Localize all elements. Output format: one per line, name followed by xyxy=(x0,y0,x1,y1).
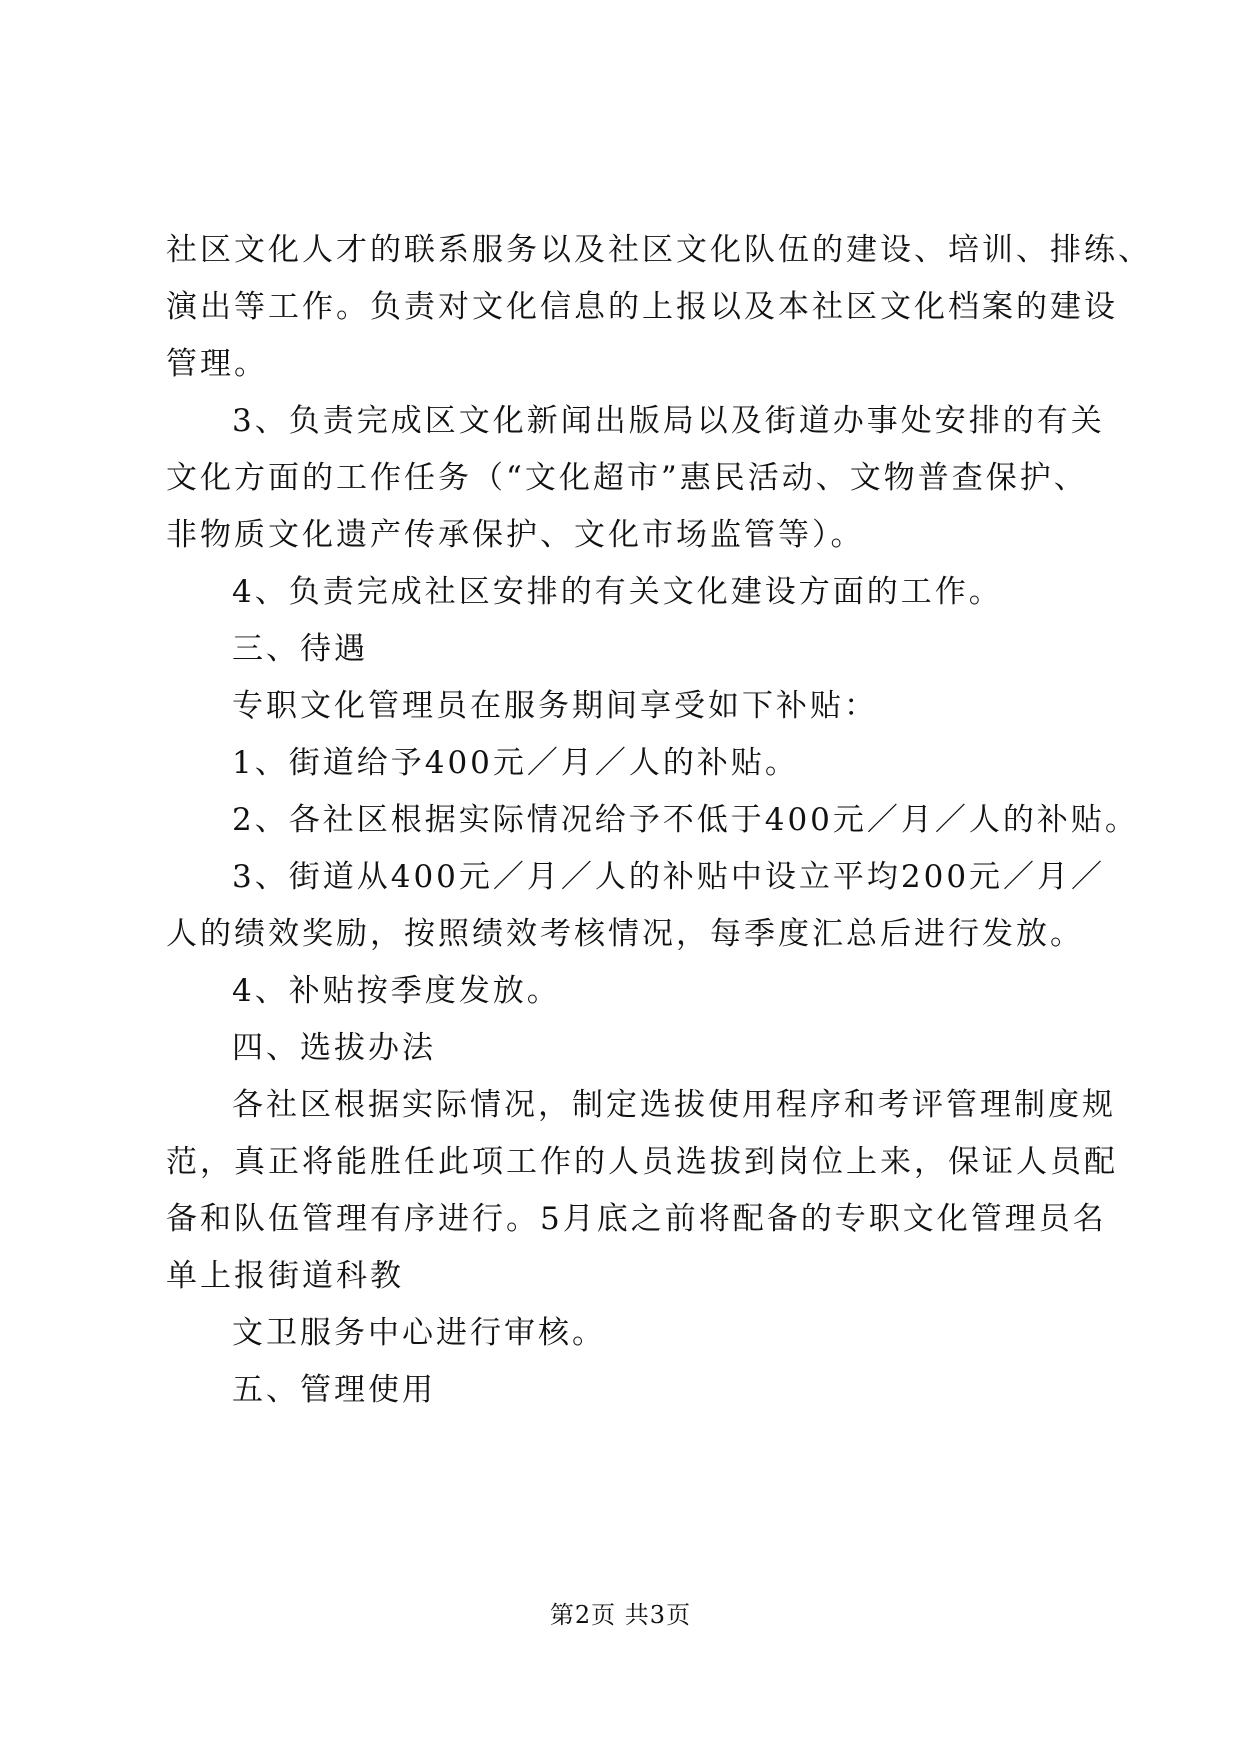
text-line: 备和队伍管理有序进行。5月底之前将配备的专职文化管理员名 xyxy=(166,1201,1107,1237)
text-line: 社区文化人才的联系服务以及社区文化队伍的建设、培训、排练、 xyxy=(166,232,1152,268)
text-line: 4、补贴按季度发放。 xyxy=(232,973,561,1009)
text-line: 2、各社区根据实际情况给予不低于400元／月／人的补贴。 xyxy=(232,802,1139,838)
text-line: 1、街道给予400元／月／人的补贴。 xyxy=(232,745,799,781)
text-line: 文卫服务中心进行审核。 xyxy=(232,1315,606,1351)
text-line: 文化方面的工作任务（“文化超市”惠民活动、文物普查保护、 xyxy=(166,460,1088,496)
text-line: 专职文化管理员在服务期间享受如下补贴： xyxy=(232,688,878,724)
text-line: 非物质文化遗产传承保护、文化市场监管等）。 xyxy=(166,517,865,553)
text-line: 范，真正将能胜任此项工作的人员选拔到岗位上来，保证人员配 xyxy=(166,1144,1118,1180)
text-line: 管理。 xyxy=(166,346,268,382)
text-line: 演出等工作。负责对文化信息的上报以及本社区文化档案的建设 xyxy=(166,289,1118,325)
text-line: 各社区根据实际情况，制定选拔使用程序和考评管理制度规 xyxy=(232,1087,1116,1123)
section-heading: 四、选拔办法 xyxy=(232,1030,436,1066)
text-line: 单上报街道科教 xyxy=(166,1258,404,1294)
text-line: 4、负责完成社区安排的有关文化建设方面的工作。 xyxy=(232,574,1003,610)
text-line: 人的绩效奖励，按照绩效考核情况，每季度汇总后进行发放。 xyxy=(166,916,1084,952)
section-heading: 三、待遇 xyxy=(232,631,368,667)
page-number: 第2页 共3页 xyxy=(549,1601,692,1629)
text-line: 3、负责完成区文化新闻出版局以及街道办事处安排的有关 xyxy=(232,403,1105,439)
text-line: 3、街道从400元／月／人的补贴中设立平均200元／月／ xyxy=(232,859,1106,895)
section-heading: 五、管理使用 xyxy=(232,1372,436,1408)
